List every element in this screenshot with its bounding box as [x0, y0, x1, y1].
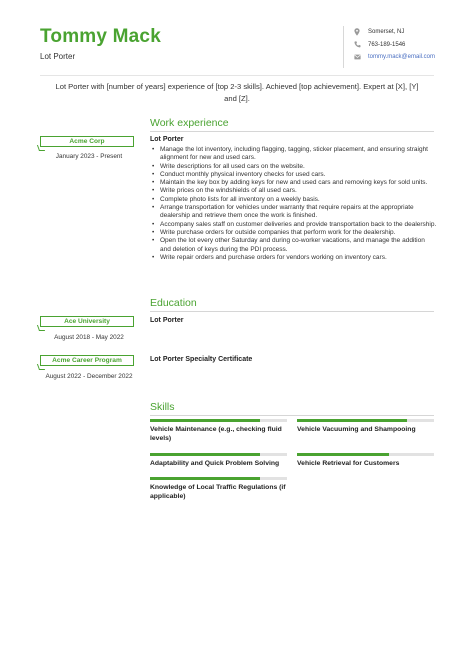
- candidate-name: Tommy Mack: [40, 26, 161, 47]
- skill-level-bar: [150, 477, 287, 480]
- skill-level-bar: [150, 453, 287, 456]
- skill-item: [150, 453, 287, 468]
- skill-name: Vehicle Retrieval for Customers: [297, 459, 400, 467]
- section-title-work-experience: Work experience: [150, 117, 229, 129]
- skill-item: [150, 477, 287, 501]
- contact-email[interactable]: [354, 54, 435, 60]
- list-item: • Conduct monthly physical inventory checks for used cars.: [151, 171, 437, 179]
- header-divider: [343, 26, 344, 68]
- skills-rule: [150, 415, 434, 416]
- job-title: Lot Porter: [150, 136, 184, 143]
- envelope-icon: [354, 54, 363, 60]
- skill-level-fill: [297, 419, 407, 422]
- work-experience-rule: [150, 131, 434, 132]
- education-degree: Lot Porter Specialty Certificate: [150, 356, 253, 363]
- school-box: [40, 316, 134, 327]
- phone-icon: [354, 41, 363, 48]
- job-dates: January 2023 - Present: [55, 153, 123, 160]
- company-box: [40, 136, 134, 147]
- phone-text: 763-189-1546: [368, 41, 406, 48]
- skill-level-bar: [150, 419, 287, 422]
- list-item: • Write prices on the windshields of all used cars.: [151, 187, 437, 195]
- skill-item: [297, 419, 434, 434]
- school-name: Ace University: [64, 318, 110, 325]
- education-degree: Lot Porter: [150, 317, 184, 324]
- map-pin-icon: [354, 28, 363, 36]
- contact-location: [354, 28, 404, 36]
- school-name: Acme Career Program: [52, 357, 122, 364]
- header-rule: [40, 75, 434, 76]
- skill-level-bar: [297, 419, 434, 422]
- skill-level-fill: [150, 477, 260, 480]
- skill-name: Vehicle Vacuuming and Shampooing: [297, 425, 416, 433]
- contact-phone: [354, 41, 405, 48]
- list-item: • Complete photo lists for all inventory on a weekly basis.: [151, 196, 437, 204]
- skill-item: [297, 453, 434, 468]
- list-item: • Open the lot every other Saturday and during co-worker vacations, and manage the addition and deletion of keys during the PDI process.: [151, 237, 437, 254]
- school-box: [40, 355, 134, 366]
- education-dates: August 2018 - May 2022: [54, 334, 124, 341]
- section-title-education: Education: [150, 297, 197, 309]
- skill-name: Adaptability and Quick Problem Solving: [150, 459, 280, 467]
- list-item: • Write descriptions for all used cars on the website.: [151, 163, 437, 171]
- list-item: • Accompany sales staff on customer deliveries and provide transportation back to the dealership.: [151, 221, 437, 229]
- education-rule: [150, 311, 434, 312]
- box-tick: [37, 145, 45, 151]
- skill-name: Vehicle Maintenance (e.g., checking fluid levels): [150, 425, 282, 442]
- list-item: • Write purchase orders for outside companies that perform work for the dealership.: [151, 229, 437, 237]
- list-item: • Write repair orders and purchase orders for vendors working on inventory cars.: [151, 254, 437, 262]
- job-responsibilities: [151, 146, 437, 262]
- list-item: • Maintain the key box by adding keys for new and used cars and removing keys for sold units.: [151, 179, 437, 187]
- professional-summary: Lot Porter with [number of years] experience of [top 2-3 skills]. Achieved [top achievement]. Expert at [X], [Y] and [Z].: [55, 82, 419, 103]
- box-tick: [37, 325, 45, 331]
- location-text: Somerset, NJ: [368, 29, 405, 35]
- box-tick: [37, 364, 45, 370]
- candidate-role: Lot Porter: [40, 52, 76, 61]
- skill-level-fill: [150, 453, 260, 456]
- skill-level-bar: [297, 453, 434, 456]
- skill-item: [150, 419, 287, 443]
- education-dates: August 2022 - December 2022: [45, 373, 133, 380]
- skill-level-fill: [297, 453, 389, 456]
- section-title-skills: Skills: [150, 401, 175, 413]
- skill-level-fill: [150, 419, 260, 422]
- skill-name: Knowledge of Local Traffic Regulations (if applicable): [150, 483, 286, 500]
- list-item: • Arrange transportation for vehicles under warranty that require repairs at the appropriate dealership and retrieve them once the work is finished.: [151, 204, 437, 221]
- company-name: Acme Corp: [69, 138, 105, 145]
- list-item: • Manage the lot inventory, including flagging, tagging, sticker placement, and ensuring straight alignment for new and used cars.: [151, 146, 437, 163]
- email-link[interactable]: tommy.mack@email.com: [368, 54, 435, 60]
